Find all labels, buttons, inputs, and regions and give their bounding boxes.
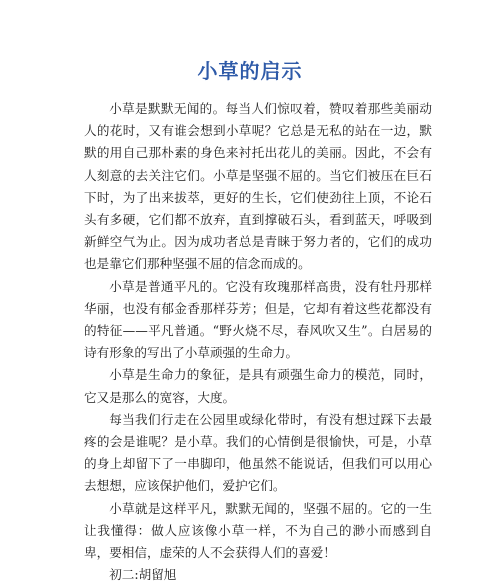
paragraph-4: 每当我们行走在公园里或绿化带时，有没有想过踩下去最疼的会是谁呢？是小草。我们的心情倒是很愉快，可是，小草的身上却留下了一串脚印，他虽然不能说话，但我们可以用心去想想，应该保护他们，爱护它们。 [84,411,432,494]
paragraph-3: 小草是生命力的象征，是具有顽强生命力的模范，同时，它又是那么的宽容，大度。 [84,367,432,405]
paragraph-5: 小草就是这样平凡，默默无闻的，坚强不屈的。它的一生让我懂得：做人应该像小草一样，不为自己的渺小而感到自卑，要相信，虚荣的人不会获得人们的喜爱！ [84,500,432,561]
document-title: 小草的启示 [197,59,303,83]
author-signature: 初二:胡留旭 [109,567,177,583]
document-body [84,98,432,586]
paragraph-2: 小草是普通平凡的。它没有玫瑰那样高贵，没有牡丹那样华丽，也没有郁金香那样芬芳；但是，它却有着这些花都没有的特征——平凡普通。“野火烧不尽，春风吹又生”。白居易的诗有形象的写出了小草顽强的生命力。 [84,278,432,361]
paragraph-1: 小草是默默无闻的。每当人们惊叹着，赞叹着那些美丽动人的花时，又有谁会想到小草呢？它总是无私的站在一边，默默的用自己那朴素的身色来衬托出花儿的美丽。因此，不会有人刻意的去关注它们。小草是坚强不屈的。当它们被压在巨石下时，为了出来拔萃，更好的生长，它们使劲往上顶，不论石头有多硬，它们都不放弃，直到撑破石头，看到蓝天，呼吸到新鲜空气为止。因为成功者总是青睐于努力者的，它们的成功也是靠它们那种坚强不屈的信念而成的。 [84,101,432,272]
